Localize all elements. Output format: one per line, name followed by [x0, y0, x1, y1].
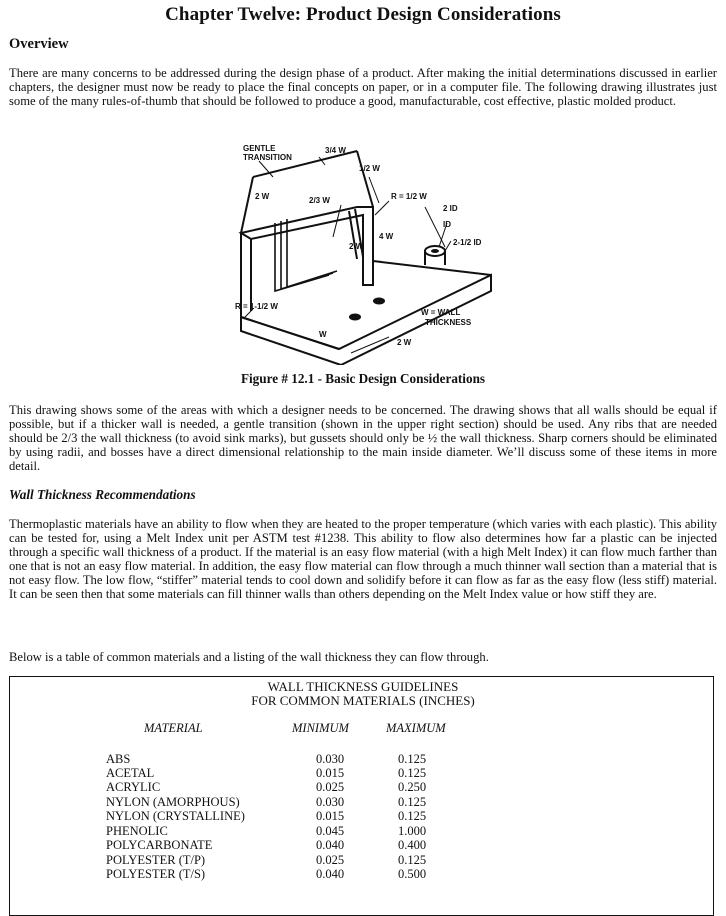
cell-minimum: 0.025	[316, 780, 345, 794]
cell-maximum: 0.500	[398, 867, 427, 881]
table-row	[0, 809, 726, 824]
label-two-w-rib: 2 W	[349, 242, 364, 251]
label-two-w-left: 2 W	[255, 192, 270, 201]
label-two-id: 2 ID	[443, 204, 458, 213]
label-wall-thickness: THICKNESS	[425, 318, 472, 327]
wall-thickness-heading: Wall Thickness Recommendations	[9, 487, 196, 502]
table-row	[0, 766, 726, 781]
cell-minimum: 0.015	[316, 809, 345, 823]
cell-maximum: 0.125	[398, 809, 427, 823]
cell-maximum: 0.125	[398, 853, 427, 867]
col-header-minimum: MINIMUM	[292, 721, 349, 735]
cell-maximum: 0.400	[398, 838, 427, 852]
cell-material: POLYCARBONATE	[106, 838, 213, 852]
cell-maximum: 0.125	[398, 795, 427, 809]
table-row	[0, 853, 726, 868]
design-figure	[229, 141, 501, 365]
label-id: ID	[443, 220, 451, 229]
table-row	[0, 795, 726, 810]
cell-material: ABS	[106, 752, 131, 766]
label-four-w: 4 W	[379, 232, 394, 241]
label-r-half-w: R = 1/2 W	[391, 192, 427, 201]
table-row	[0, 867, 726, 882]
cell-minimum: 0.015	[316, 766, 345, 780]
cell-maximum: 0.125	[398, 766, 427, 780]
figure-caption: Figure # 12.1 - Basic Design Considerations	[240, 371, 486, 386]
overview-paragraph: There are many concerns to be addressed during the design phase of a product. After making the initial determinations discussed in earlier chapters, the designer must now be ready to place the final concepts on paper, or in a computer file. The following drawing illustrates just some of the many rules-of-thumb that should be followed to produce a good, manufacturable, cost effective, plastic molded product.	[9, 66, 717, 108]
cell-material: POLYESTER (T/S)	[106, 867, 206, 881]
table-row	[0, 780, 726, 795]
cell-minimum: 0.030	[316, 752, 345, 766]
cell-material: PHENOLIC	[106, 824, 168, 838]
table-row	[0, 838, 726, 853]
cell-minimum: 0.025	[316, 853, 345, 867]
col-header-material: MATERIAL	[144, 721, 203, 735]
drawing-paragraph: This drawing shows some of the areas with which a designer needs to be concerned. The drawing shows that all walls should be equal if possible, but if a thicker wall is needed, a gentle transition (shown in the upper right section) should be used. Any ribs that are needed should be 2/3 the wall thickness (to avoid sink marks), but gussets should only be ½ the wall thickness. Sharp corners should be eliminated by using radii, and bosses have a direct dimensional relationship to the main inside diameter. We’ll discuss some of these items in more detail.	[9, 403, 717, 473]
chapter-title: Chapter Twelve: Product Design Considerations	[165, 4, 561, 25]
table-row	[0, 752, 726, 767]
cell-maximum: 0.125	[398, 752, 427, 766]
cell-material: ACRYLIC	[106, 780, 161, 794]
cell-minimum: 0.040	[316, 838, 345, 852]
cell-maximum: 0.250	[398, 780, 427, 794]
cell-minimum: 0.040	[316, 867, 345, 881]
cell-material: POLYESTER (T/P)	[106, 853, 206, 867]
cell-minimum: 0.030	[316, 795, 345, 809]
label-r-one-half-w: R = 1-1/2 W	[235, 302, 278, 311]
wall-paragraph: Thermoplastic materials have an ability to flow when they are heated to the proper temperature (which varies with each plastic). This ability can be tested for, using a Melt Index unit per ASTM test #1238. This ability to flow also determines how far a plastic can be injected through a specific wall thickness of a product. If the material is an easy flow material (with a high Melt Index) it can flow much farther than one that is not an easy flow material. In addition, the easy flow material can flow through a much thinner wall section than a material that is not easy flow. The low flow, “stiffer” material tends to cool down and solidify before it can flow as far as the easy flow (less stiff) material. It can be seen then that some materials can fill thinner walls than others depending on the Melt Index value or how stiff they are.	[9, 517, 717, 601]
table-row	[0, 824, 726, 839]
cell-material: NYLON (AMORPHOUS)	[106, 795, 240, 809]
table-intro: Below is a table of common materials and a listing of the wall thickness they can flow through.	[9, 650, 489, 664]
label-transition: TRANSITION	[243, 153, 292, 162]
cell-maximum: 1.000	[398, 824, 427, 838]
col-header-maximum: MAXIMUM	[386, 721, 446, 735]
label-gentle: GENTLE	[243, 144, 276, 153]
label-two-thirds-w: 2/3 W	[309, 196, 330, 205]
table-title-line-2: FOR COMMON MATERIALS (INCHES)	[251, 693, 475, 708]
cell-material: NYLON (CRYSTALLINE)	[106, 809, 245, 823]
cell-minimum: 0.045	[316, 824, 345, 838]
label-three-quarter-w: 3/4 W	[325, 146, 346, 155]
label-half-w: 1/2 W	[359, 164, 380, 173]
label-w-bottom: W	[319, 330, 327, 339]
label-w-equals: W = WALL	[421, 308, 461, 317]
cell-material: ACETAL	[106, 766, 155, 780]
design-drawing	[229, 141, 501, 365]
label-two-half-id: 2-1/2 ID	[453, 238, 482, 247]
table-title-line-1: WALL THICKNESS GUIDELINES	[267, 679, 459, 694]
overview-heading: Overview	[9, 36, 69, 52]
label-two-w-bottom: 2 W	[397, 338, 412, 347]
